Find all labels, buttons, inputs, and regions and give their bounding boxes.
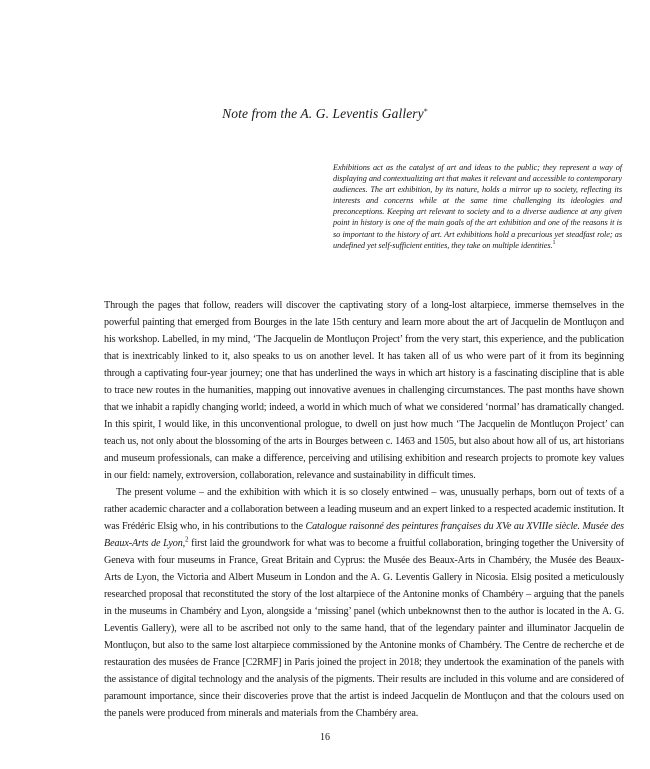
paragraph-2 [104, 484, 624, 722]
catalogue-title: Catalogue raisonné des peintures françaises du XVe au XVIIIe siècle. Musée des Beaux-Arts de Lyon, [104, 521, 624, 549]
paragraph-2-start: The present volume – and the exhibition with which it is so closely entwined – was, unusually perhaps, born out of texts of a rather academic character and a collaboration between a leading museum and an expert linked to a respected academic institution. It was Frédéric Elsig who, in his contributions to the [104, 487, 624, 532]
paragraph-1: Through the pages that follow, readers will discover the captivating story of a long-lost altarpiece, immerse themselves in the powerful painting that emerged from Bourges in the late 15th century and learn more about the art of Jacquelin de Montluçon and his workshop. Labelled, in my mind, ‘The Jacquelin de Montluçon Project’ from the very start, this experience, and the publication that is inextricably linked to it, also speaks to us on another level. It has taken all of us who were part of it from its beginning through a captivating four-year journey; one that has underlined the ways in which art history is a fascinating discipline that is able to trace new routes in the humanities, mapping out innovative avenues in challenging circumstances. The past months have shown that we inhabit a rapidly changing world; indeed, a world in which much of what we considered ‘normal’ has dramatically changed. In this spirit, I would like, in this unconventional prologue, to dwell on just how much ‘The Jacquelin de Montluçon Project’ can teach us, not only about the blossoming of the arts in Bourges between c. 1463 and 1505, but also about how all of us, art historians and museum professionals, can make a difference, perceiving and utilising exhibition and research projects to promote key values in our field: namely, extroversion, collaboration, relevance and sustainability in difficult times. [104, 300, 624, 481]
footnote-marker-2: 2 [185, 535, 189, 544]
body-text [104, 297, 624, 722]
page-title [0, 106, 650, 122]
epigraph-quote [333, 162, 622, 251]
epigraph-footnote-marker: 1 [552, 239, 556, 246]
paragraph-2-rest: first laid the groundwork for what was to become a fruitful collaboration, bringing together the University of Geneva with four museums in France, Great Britain and Cyprus: the Musée des Beaux-Arts in Chambéry, the Musée des Beaux-Arts de Lyon, the Victoria and Albert Museum in London and the A. G. Leventis Gallery in Nicosia. Elsig posited a meticulously researched proposal that reconstituted the story of the lost altarpiece of the Antonine monks of Chambéry – arguing that the panels in the museums in Chambéry and Lyon, alongside a ‘missing’ panel (which unbeknownst then to the author is located in the A. G. Leventis Gallery), were all to be ascribed not only to the same hand, that of the legendary painter and illuminator Jacquelin de Montluçon, but also to the same lost altarpiece commissioned by the Antonine monks of Chambéry. The Centre de recherche et de restauration des musées de France [C2RMF] in Paris joined the project in 2018; they undertook the examination of the panels with the assistance of digital technology and the analysis of the pigments. Their results are included in this volume and are considered of paramount importance, since their discoveries prove that the artist is indeed Jacquelin de Montluçon and that the colours used on the panels were produced from minerals and materials from the Chambéry area. [104, 538, 624, 719]
epigraph-text: Exhibitions act as the catalyst of art and ideas to the public; they represent a way of displaying and contextualizing art that makes it relevant and accessible to contemporary audiences. The art exhibition, by its nature, holds a mirror up to society, reflecting its interests and concerns while at the same time challenging its ideologies and preconceptions. Keeping art relevant to society and to a diverse audience at any given point in history is one of the main goals of the art exhibition and one of the reasons it is so important to the history of art. Art exhibitions hold a precarious yet steadfast role; as undefined yet self-sufficient entities, they take on multiple identities. [333, 163, 622, 250]
title-footnote-marker: * [423, 107, 428, 116]
page-number: 16 [320, 732, 330, 743]
title-text: Note from the A. G. Leventis Gallery [222, 106, 424, 121]
